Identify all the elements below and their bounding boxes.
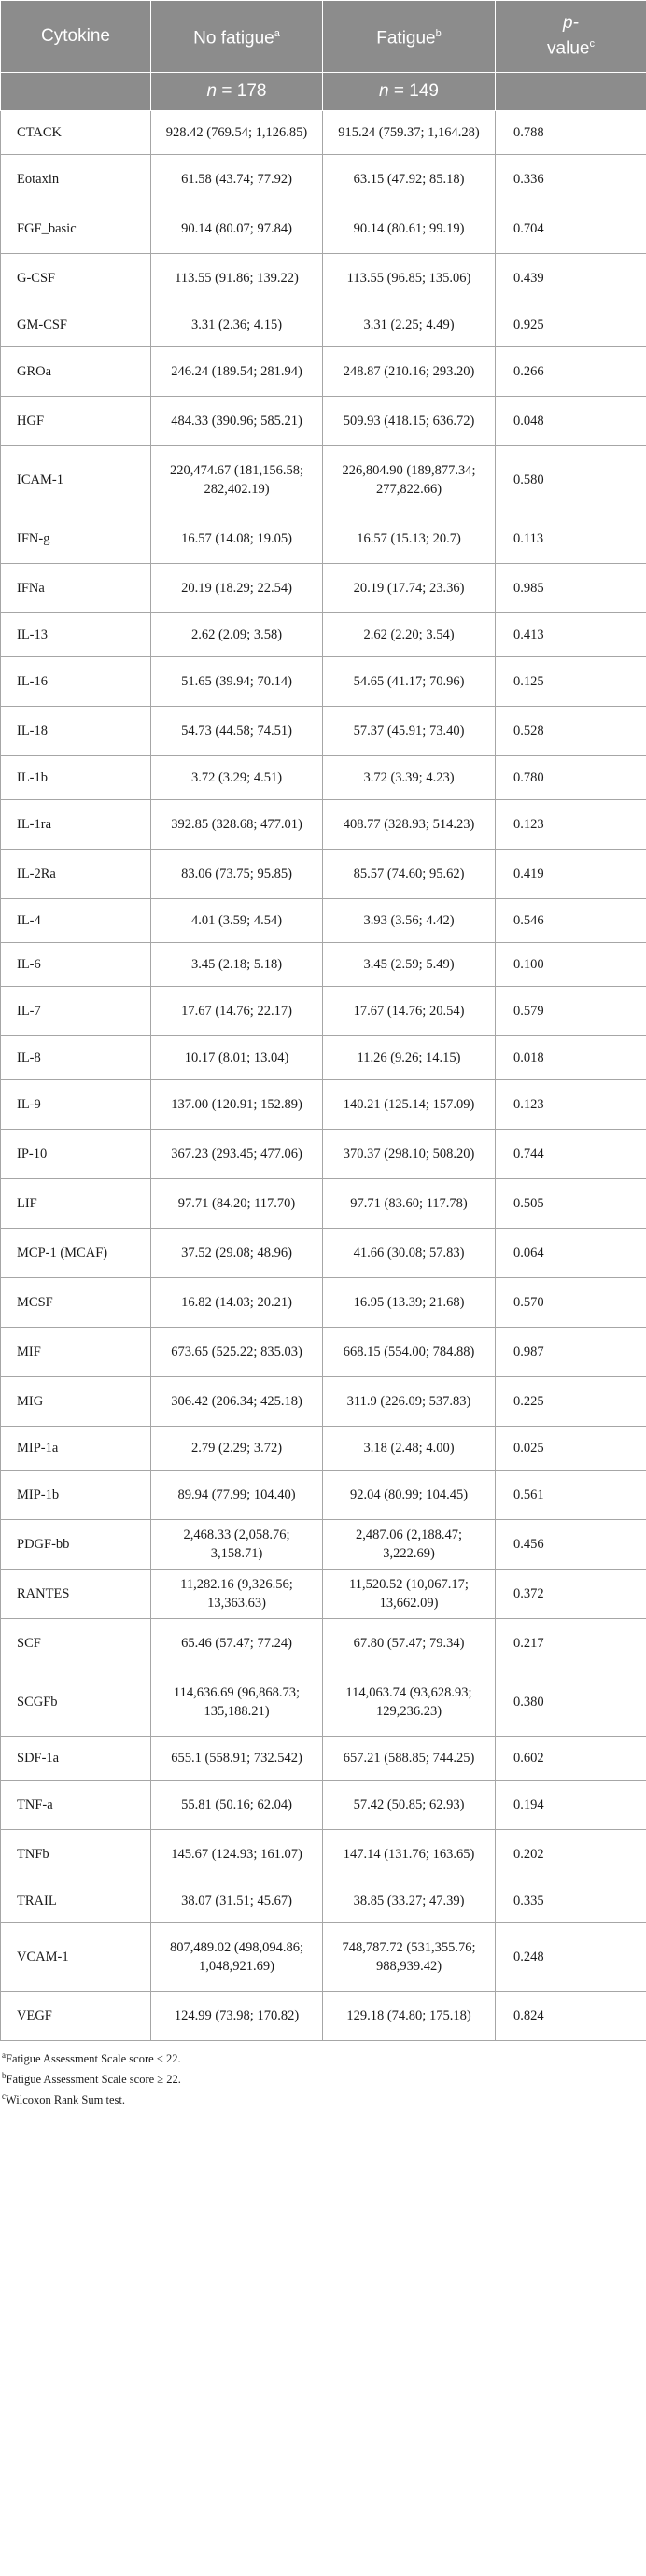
cell-fatigue: 16.95 (13.39; 21.68) bbox=[323, 1278, 496, 1328]
cell-cytokine: SCF bbox=[1, 1619, 151, 1668]
footnote-a-sup: a bbox=[2, 2050, 6, 2060]
cell-fatigue: 17.67 (14.76; 20.54) bbox=[323, 987, 496, 1036]
table-row bbox=[1, 899, 646, 943]
table-row bbox=[1, 1668, 646, 1737]
cell-no-fatigue: 38.07 (31.51; 45.67) bbox=[151, 1879, 323, 1923]
header-p-label: p- bbox=[563, 13, 579, 34]
cell-cytokine: SDF-1a bbox=[1, 1737, 151, 1781]
cell-fatigue: 114,063.74 (93,628.93; 129,236.23) bbox=[323, 1668, 496, 1737]
n-label: n bbox=[206, 81, 218, 101]
cell-no-fatigue: 484.33 (390.96; 585.21) bbox=[151, 397, 323, 446]
footnote-b-sup: b bbox=[2, 2071, 7, 2081]
table-row bbox=[1, 155, 646, 204]
cell-fatigue: 748,787.72 (531,355.76; 988,939.42) bbox=[323, 1923, 496, 1992]
cell-p-value: 0.123 bbox=[496, 800, 646, 850]
cell-fatigue: 3.31 (2.25; 4.49) bbox=[323, 303, 496, 347]
cell-p-value: 0.202 bbox=[496, 1830, 646, 1879]
cell-fatigue: 54.65 (41.17; 70.96) bbox=[323, 657, 496, 707]
cell-p-value: 0.419 bbox=[496, 850, 646, 899]
cell-no-fatigue: 4.01 (3.59; 4.54) bbox=[151, 899, 323, 943]
cell-fatigue: 226,804.90 (189,877.34; 277,822.66) bbox=[323, 446, 496, 514]
cell-cytokine: MIP-1a bbox=[1, 1427, 151, 1471]
footnote-c-sup: c bbox=[2, 2091, 6, 2102]
cell-cytokine: VEGF bbox=[1, 1992, 151, 2041]
header-n-empty bbox=[1, 73, 151, 111]
cell-fatigue: 38.85 (33.27; 47.39) bbox=[323, 1879, 496, 1923]
cell-no-fatigue: 2,468.33 (2,058.76; 3,158.71) bbox=[151, 1520, 323, 1570]
header-no-fatigue-sup: a bbox=[274, 28, 280, 40]
cell-p-value: 0.744 bbox=[496, 1130, 646, 1179]
header-p-sup: c bbox=[589, 38, 595, 50]
cell-cytokine: IP-10 bbox=[1, 1130, 151, 1179]
cell-p-value: 0.335 bbox=[496, 1879, 646, 1923]
cell-cytokine: LIF bbox=[1, 1179, 151, 1229]
cell-p-value: 0.413 bbox=[496, 613, 646, 657]
cell-no-fatigue: 3.45 (2.18; 5.18) bbox=[151, 943, 323, 987]
header-n-fatigue bbox=[323, 73, 496, 111]
cell-cytokine: HGF bbox=[1, 397, 151, 446]
cell-p-value: 0.064 bbox=[496, 1229, 646, 1278]
cell-fatigue: 16.57 (15.13; 20.7) bbox=[323, 514, 496, 564]
header-cytokine: Cytokine bbox=[1, 1, 151, 73]
cell-no-fatigue: 113.55 (91.86; 139.22) bbox=[151, 254, 323, 303]
cell-cytokine: IFNa bbox=[1, 564, 151, 613]
cell-fatigue: 2,487.06 (2,188.47; 3,222.69) bbox=[323, 1520, 496, 1570]
cell-fatigue: 2.62 (2.20; 3.54) bbox=[323, 613, 496, 657]
cell-no-fatigue: 65.46 (57.47; 77.24) bbox=[151, 1619, 323, 1668]
cell-fatigue: 3.72 (3.39; 4.23) bbox=[323, 756, 496, 800]
cell-fatigue: 129.18 (74.80; 175.18) bbox=[323, 1992, 496, 2041]
cell-fatigue: 311.9 (226.09; 537.83) bbox=[323, 1377, 496, 1427]
header-fatigue-sup: b bbox=[435, 28, 442, 40]
cell-no-fatigue: 54.73 (44.58; 74.51) bbox=[151, 707, 323, 756]
cell-no-fatigue: 124.99 (73.98; 170.82) bbox=[151, 1992, 323, 2041]
table-row bbox=[1, 1520, 646, 1570]
header-no-fatigue-label: No fatigue bbox=[193, 28, 274, 49]
cell-cytokine: IL-4 bbox=[1, 899, 151, 943]
footnote-a-text: Fatigue Assessment Scale score < 22. bbox=[6, 2052, 181, 2066]
table-row bbox=[1, 1570, 646, 1619]
cell-p-value: 0.925 bbox=[496, 303, 646, 347]
cell-no-fatigue: 97.71 (84.20; 117.70) bbox=[151, 1179, 323, 1229]
header-n-p-empty bbox=[496, 73, 646, 111]
cell-no-fatigue: 55.81 (50.16; 62.04) bbox=[151, 1781, 323, 1830]
cell-cytokine: ICAM-1 bbox=[1, 446, 151, 514]
table-row bbox=[1, 1830, 646, 1879]
cell-fatigue: 113.55 (96.85; 135.06) bbox=[323, 254, 496, 303]
table-row bbox=[1, 756, 646, 800]
table-row bbox=[1, 204, 646, 254]
cell-fatigue: 248.87 (210.16; 293.20) bbox=[323, 347, 496, 397]
table-row bbox=[1, 1879, 646, 1923]
cell-cytokine: MCSF bbox=[1, 1278, 151, 1328]
cell-no-fatigue: 928.42 (769.54; 1,126.85) bbox=[151, 111, 323, 155]
cell-cytokine: SCGFb bbox=[1, 1668, 151, 1737]
cell-p-value: 0.100 bbox=[496, 943, 646, 987]
header-fatigue bbox=[323, 1, 496, 73]
table-row bbox=[1, 254, 646, 303]
cell-fatigue: 90.14 (80.61; 99.19) bbox=[323, 204, 496, 254]
table-row bbox=[1, 347, 646, 397]
cell-fatigue: 509.93 (418.15; 636.72) bbox=[323, 397, 496, 446]
table-row bbox=[1, 446, 646, 514]
footnote-c bbox=[2, 2088, 646, 2108]
cell-no-fatigue: 16.57 (14.08; 19.05) bbox=[151, 514, 323, 564]
cell-fatigue: 408.77 (328.93; 514.23) bbox=[323, 800, 496, 850]
table-row bbox=[1, 514, 646, 564]
table-row bbox=[1, 397, 646, 446]
cell-p-value: 0.546 bbox=[496, 899, 646, 943]
cell-no-fatigue: 145.67 (124.93; 161.07) bbox=[151, 1830, 323, 1879]
cell-cytokine: MIP-1b bbox=[1, 1471, 151, 1520]
table-row bbox=[1, 707, 646, 756]
cell-p-value: 0.372 bbox=[496, 1570, 646, 1619]
header-no-fatigue bbox=[151, 1, 323, 73]
cell-fatigue: 92.04 (80.99; 104.45) bbox=[323, 1471, 496, 1520]
table-row bbox=[1, 1229, 646, 1278]
cell-fatigue: 63.15 (47.92; 85.18) bbox=[323, 155, 496, 204]
table-row bbox=[1, 1923, 646, 1992]
table-row bbox=[1, 1992, 646, 2041]
cell-p-value: 0.266 bbox=[496, 347, 646, 397]
cell-cytokine: MIG bbox=[1, 1377, 151, 1427]
cell-no-fatigue: 16.82 (14.03; 20.21) bbox=[151, 1278, 323, 1328]
table-row bbox=[1, 1737, 646, 1781]
cell-fatigue: 147.14 (131.76; 163.65) bbox=[323, 1830, 496, 1879]
cell-cytokine: TRAIL bbox=[1, 1879, 151, 1923]
cell-no-fatigue: 655.1 (558.91; 732.542) bbox=[151, 1737, 323, 1781]
cell-fatigue: 3.45 (2.59; 5.49) bbox=[323, 943, 496, 987]
cell-no-fatigue: 137.00 (120.91; 152.89) bbox=[151, 1080, 323, 1130]
cell-p-value: 0.987 bbox=[496, 1328, 646, 1377]
cell-no-fatigue: 17.67 (14.76; 22.17) bbox=[151, 987, 323, 1036]
cell-cytokine: IL-2Ra bbox=[1, 850, 151, 899]
table-row bbox=[1, 1080, 646, 1130]
table-row bbox=[1, 943, 646, 987]
table-header bbox=[1, 1, 646, 111]
table-row bbox=[1, 1179, 646, 1229]
cell-cytokine: IL-6 bbox=[1, 943, 151, 987]
cell-cytokine: GROa bbox=[1, 347, 151, 397]
cell-cytokine: IL-18 bbox=[1, 707, 151, 756]
cell-fatigue: 57.42 (50.85; 62.93) bbox=[323, 1781, 496, 1830]
cell-no-fatigue: 51.65 (39.94; 70.14) bbox=[151, 657, 323, 707]
table-row bbox=[1, 303, 646, 347]
cell-no-fatigue: 90.14 (80.07; 97.84) bbox=[151, 204, 323, 254]
cell-fatigue: 11,520.52 (10,067.17; 13,662.09) bbox=[323, 1570, 496, 1619]
cell-p-value: 0.225 bbox=[496, 1377, 646, 1427]
cell-p-value: 0.025 bbox=[496, 1427, 646, 1471]
cell-no-fatigue: 220,474.67 (181,156.58; 282,402.19) bbox=[151, 446, 323, 514]
table-row bbox=[1, 1377, 646, 1427]
cell-no-fatigue: 2.79 (2.29; 3.72) bbox=[151, 1427, 323, 1471]
header-value-label: value bbox=[547, 38, 590, 59]
table-row bbox=[1, 111, 646, 155]
cell-p-value: 0.048 bbox=[496, 397, 646, 446]
cell-p-value: 0.788 bbox=[496, 111, 646, 155]
cell-p-value: 0.528 bbox=[496, 707, 646, 756]
table-row bbox=[1, 1278, 646, 1328]
cell-no-fatigue: 807,489.02 (498,094.86; 1,048,921.69) bbox=[151, 1923, 323, 1992]
cell-cytokine: IFN-g bbox=[1, 514, 151, 564]
cell-no-fatigue: 20.19 (18.29; 22.54) bbox=[151, 564, 323, 613]
cell-fatigue: 11.26 (9.26; 14.15) bbox=[323, 1036, 496, 1080]
cell-p-value: 0.579 bbox=[496, 987, 646, 1036]
header-n-no-fatigue bbox=[151, 73, 323, 111]
cell-fatigue: 41.66 (30.08; 57.83) bbox=[323, 1229, 496, 1278]
cell-p-value: 0.125 bbox=[496, 657, 646, 707]
cell-cytokine: TNFb bbox=[1, 1830, 151, 1879]
cell-no-fatigue: 89.94 (77.99; 104.40) bbox=[151, 1471, 323, 1520]
cell-p-value: 0.505 bbox=[496, 1179, 646, 1229]
footnote-b-text: Fatigue Assessment Scale score ≥ 22. bbox=[6, 2073, 181, 2087]
cell-fatigue: 67.80 (57.47; 79.34) bbox=[323, 1619, 496, 1668]
cell-fatigue: 20.19 (17.74; 23.36) bbox=[323, 564, 496, 613]
cell-no-fatigue: 367.23 (293.45; 477.06) bbox=[151, 1130, 323, 1179]
table-row bbox=[1, 850, 646, 899]
cell-no-fatigue: 61.58 (43.74; 77.92) bbox=[151, 155, 323, 204]
n-no-fatigue-value: = 178 bbox=[221, 81, 267, 101]
cell-p-value: 0.824 bbox=[496, 1992, 646, 2041]
cell-p-value: 0.123 bbox=[496, 1080, 646, 1130]
cell-no-fatigue: 306.42 (206.34; 425.18) bbox=[151, 1377, 323, 1427]
cell-fatigue: 657.21 (588.85; 744.25) bbox=[323, 1737, 496, 1781]
cell-cytokine: VCAM-1 bbox=[1, 1923, 151, 1992]
cell-cytokine: MCP-1 (MCAF) bbox=[1, 1229, 151, 1278]
header-fatigue-label: Fatigue bbox=[376, 28, 436, 49]
n-fatigue-value: = 149 bbox=[393, 81, 439, 101]
cell-p-value: 0.456 bbox=[496, 1520, 646, 1570]
cell-p-value: 0.018 bbox=[496, 1036, 646, 1080]
cell-cytokine: FGF_basic bbox=[1, 204, 151, 254]
cell-no-fatigue: 37.52 (29.08; 48.96) bbox=[151, 1229, 323, 1278]
footnote-b bbox=[2, 2067, 646, 2088]
table-row bbox=[1, 1328, 646, 1377]
header-p-value bbox=[496, 1, 646, 73]
footnote-c-text: Wilcoxon Rank Sum test. bbox=[6, 2093, 125, 2107]
cell-no-fatigue: 83.06 (73.75; 95.85) bbox=[151, 850, 323, 899]
cell-cytokine: TNF-a bbox=[1, 1781, 151, 1830]
cell-no-fatigue: 3.72 (3.29; 4.51) bbox=[151, 756, 323, 800]
table-row bbox=[1, 1036, 646, 1080]
cell-fatigue: 3.93 (3.56; 4.42) bbox=[323, 899, 496, 943]
cell-no-fatigue: 673.65 (525.22; 835.03) bbox=[151, 1328, 323, 1377]
cell-no-fatigue: 2.62 (2.09; 3.58) bbox=[151, 613, 323, 657]
footnote-a bbox=[2, 2047, 646, 2067]
cell-fatigue: 668.15 (554.00; 784.88) bbox=[323, 1328, 496, 1377]
table-row bbox=[1, 987, 646, 1036]
cell-cytokine: Eotaxin bbox=[1, 155, 151, 204]
cell-p-value: 0.780 bbox=[496, 756, 646, 800]
n-label: n bbox=[379, 81, 389, 101]
table-body bbox=[1, 111, 646, 2041]
cell-p-value: 0.113 bbox=[496, 514, 646, 564]
cell-cytokine: IL-1b bbox=[1, 756, 151, 800]
cell-cytokine: GM-CSF bbox=[1, 303, 151, 347]
cell-cytokine: CTACK bbox=[1, 111, 151, 155]
cell-no-fatigue: 246.24 (189.54; 281.94) bbox=[151, 347, 323, 397]
cell-cytokine: IL-9 bbox=[1, 1080, 151, 1130]
cell-cytokine: RANTES bbox=[1, 1570, 151, 1619]
cell-fatigue: 97.71 (83.60; 117.78) bbox=[323, 1179, 496, 1229]
cell-no-fatigue: 11,282.16 (9,326.56; 13,363.63) bbox=[151, 1570, 323, 1619]
table-row bbox=[1, 1471, 646, 1520]
cell-p-value: 0.561 bbox=[496, 1471, 646, 1520]
table-row bbox=[1, 1619, 646, 1668]
cell-cytokine: IL-7 bbox=[1, 987, 151, 1036]
cell-no-fatigue: 114,636.69 (96,868.73; 135,188.21) bbox=[151, 1668, 323, 1737]
cell-fatigue: 57.37 (45.91; 73.40) bbox=[323, 707, 496, 756]
cell-p-value: 0.439 bbox=[496, 254, 646, 303]
cell-p-value: 0.194 bbox=[496, 1781, 646, 1830]
cell-cytokine: PDGF-bb bbox=[1, 1520, 151, 1570]
cell-p-value: 0.602 bbox=[496, 1737, 646, 1781]
table-row bbox=[1, 657, 646, 707]
cell-cytokine: IL-16 bbox=[1, 657, 151, 707]
cell-p-value: 0.336 bbox=[496, 155, 646, 204]
cell-cytokine: MIF bbox=[1, 1328, 151, 1377]
cell-fatigue: 3.18 (2.48; 4.00) bbox=[323, 1427, 496, 1471]
cell-p-value: 0.217 bbox=[496, 1619, 646, 1668]
cell-no-fatigue: 392.85 (328.68; 477.01) bbox=[151, 800, 323, 850]
footnotes bbox=[0, 2041, 646, 2108]
cell-p-value: 0.985 bbox=[496, 564, 646, 613]
cell-cytokine: G-CSF bbox=[1, 254, 151, 303]
cell-cytokine: IL-13 bbox=[1, 613, 151, 657]
cell-p-value: 0.380 bbox=[496, 1668, 646, 1737]
table-row bbox=[1, 564, 646, 613]
table-row bbox=[1, 1427, 646, 1471]
cell-p-value: 0.570 bbox=[496, 1278, 646, 1328]
cell-p-value: 0.580 bbox=[496, 446, 646, 514]
cell-fatigue: 85.57 (74.60; 95.62) bbox=[323, 850, 496, 899]
cell-cytokine: IL-8 bbox=[1, 1036, 151, 1080]
cell-no-fatigue: 10.17 (8.01; 13.04) bbox=[151, 1036, 323, 1080]
cell-cytokine: IL-1ra bbox=[1, 800, 151, 850]
cell-fatigue: 140.21 (125.14; 157.09) bbox=[323, 1080, 496, 1130]
table-row bbox=[1, 613, 646, 657]
cell-p-value: 0.704 bbox=[496, 204, 646, 254]
table-row bbox=[1, 800, 646, 850]
table-row bbox=[1, 1781, 646, 1830]
cell-p-value: 0.248 bbox=[496, 1923, 646, 1992]
cell-no-fatigue: 3.31 (2.36; 4.15) bbox=[151, 303, 323, 347]
cell-fatigue: 915.24 (759.37; 1,164.28) bbox=[323, 111, 496, 155]
table-row bbox=[1, 1130, 646, 1179]
cell-fatigue: 370.37 (298.10; 508.20) bbox=[323, 1130, 496, 1179]
